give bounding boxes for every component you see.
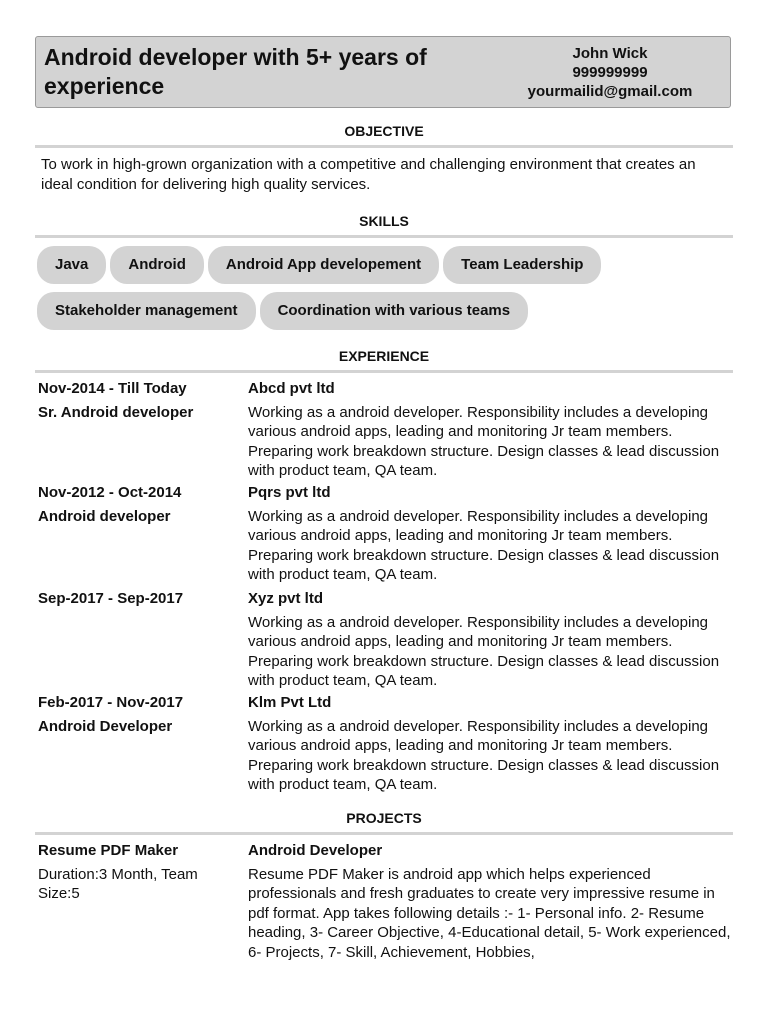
experience-heading: EXPERIENCE: [338, 348, 430, 364]
project-details: Duration:3 Month, Team Size:5: [38, 865, 198, 902]
contact-info: [510, 44, 710, 101]
resume-header: [35, 36, 731, 108]
projects-divider: [35, 832, 733, 835]
experience-company: Abcd pvt ltd: [248, 380, 335, 397]
experience-company: Xyz pvt ltd: [248, 590, 324, 607]
objective-heading: OBJECTIVE: [344, 123, 424, 139]
skills-list: [37, 246, 737, 338]
skills-heading: SKILLS: [359, 213, 409, 229]
experience-company: Pqrs pvt ltd: [248, 484, 331, 501]
experience-dates: Nov-2014 - Till Today: [38, 380, 187, 397]
experience-divider: [35, 370, 733, 373]
objective-divider: [35, 145, 733, 148]
resume-headline: Android developer with 5+ years of experience: [44, 44, 427, 99]
objective-text: To work in high-grown organization with a competitive and challenging environment that creates an ideal condition for delivering high quality services.: [41, 156, 696, 193]
experience-description: Working as a android developer. Responsibility includes a developing various android apps, leading and monitoring Jr team members. Preparing work breakdown structure. Design classes & lead discussion with product team, QA team.: [248, 403, 720, 479]
experience-description: Working as a android developer. Responsibility includes a developing various android apps, leading and monitoring Jr team members. Preparing work breakdown structure. Design classes & lead discussion with product team, QA team.: [248, 613, 720, 689]
candidate-name: John Wick: [572, 45, 648, 62]
skills-divider: [35, 235, 733, 238]
experience-description: Working as a android developer. Responsibility includes a developing various android apps, leading and monitoring Jr team members. Preparing work breakdown structure. Design classes & lead discussion with product team, QA team.: [248, 717, 720, 793]
experience-role: Sr. Android developer: [38, 403, 194, 421]
projects-heading: PROJECTS: [346, 810, 422, 826]
experience-role: Android developer: [38, 507, 171, 525]
project-description: Resume PDF Maker is android app which helps experienced professionals and fresh graduates to create very impressive resume in pdf format. App takes following details :- 1- Personal info. 2- Resume heading, 3- Career Objective, 4-Educational detail, 5- Work experienced, 6- Projects, 7- Skill, Achievement, Hobbies,: [248, 865, 731, 961]
skill-chip: Android App developement: [208, 246, 439, 284]
experience-dates: Nov-2012 - Oct-2014: [38, 484, 182, 501]
skill-chip: Android: [110, 246, 204, 284]
skill-chip: Stakeholder management: [37, 292, 256, 330]
project-name: Resume PDF Maker: [38, 842, 179, 859]
email-address: yourmailid@gmail.com: [527, 83, 693, 100]
experience-dates: Sep-2017 - Sep-2017: [38, 590, 184, 607]
skill-chip: Team Leadership: [443, 246, 601, 284]
experience-dates: Feb-2017 - Nov-2017: [38, 694, 184, 711]
experience-role: Android Developer: [38, 717, 173, 735]
experience-company: Klm Pvt Ltd: [248, 694, 332, 711]
project-role: Android Developer: [248, 842, 383, 859]
skill-chip: Coordination with various teams: [260, 292, 529, 330]
skill-chip: Java: [37, 246, 106, 284]
experience-description: Working as a android developer. Responsibility includes a developing various android apps, leading and monitoring Jr team members. Preparing work breakdown structure. Design classes & lead discussion with product team, QA team.: [248, 507, 720, 583]
phone-number: 999999999: [572, 64, 648, 81]
